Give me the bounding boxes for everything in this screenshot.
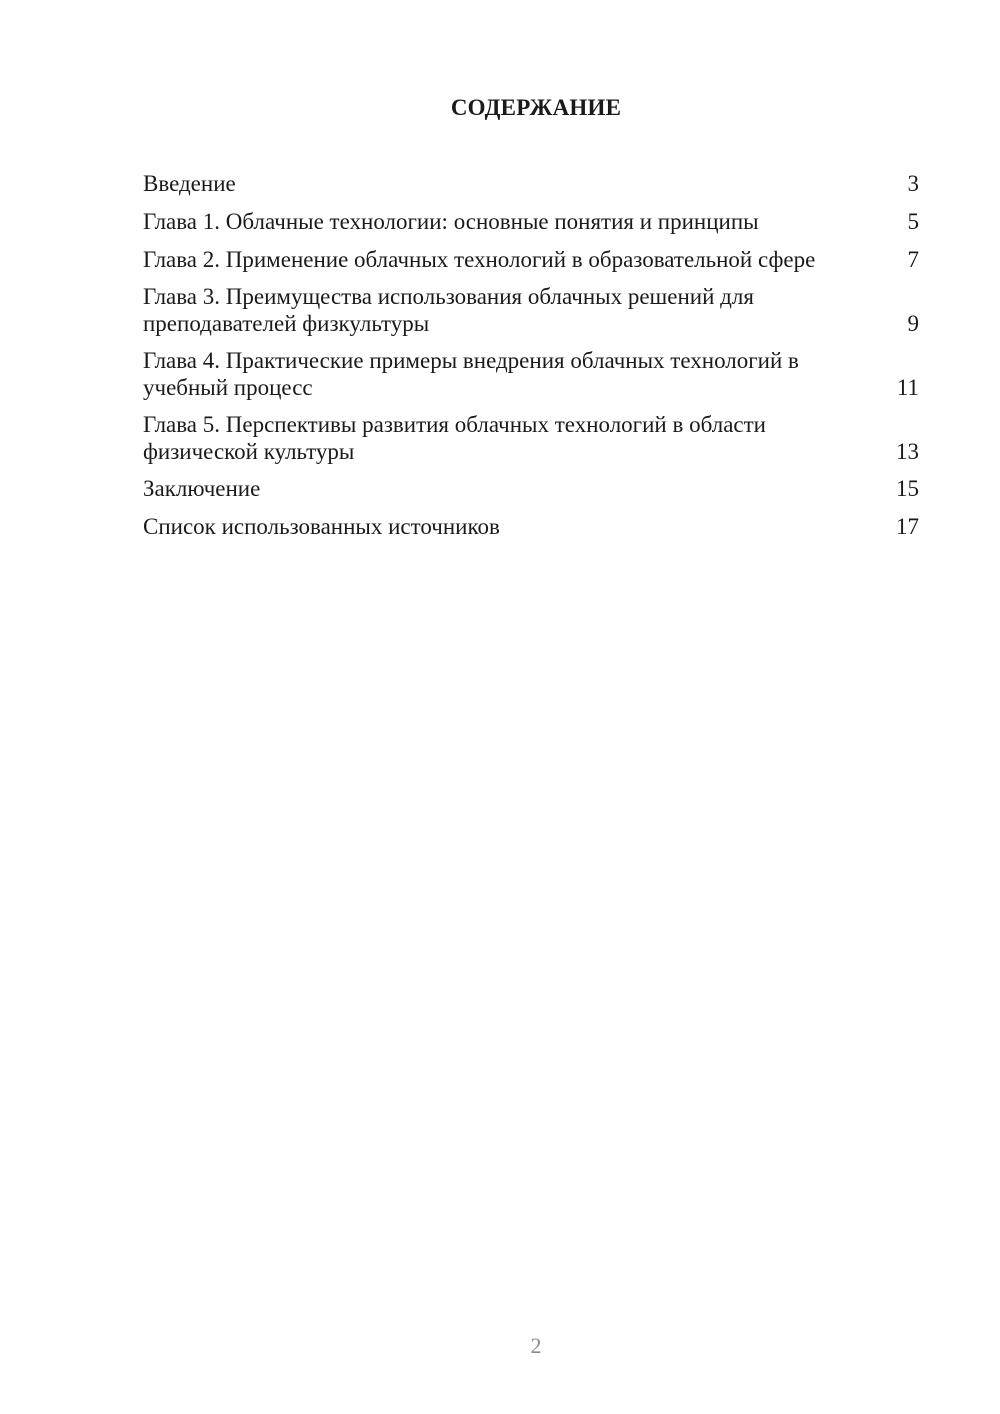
toc-entry-introduction[interactable]: [143, 170, 919, 198]
toc-entry-chapter-2[interactable]: [143, 246, 919, 273]
toc-entry-chapter-1[interactable]: [143, 208, 919, 236]
toc-entry-page: 7: [907, 247, 919, 272]
page-number: 2: [530, 1333, 542, 1358]
toc-entry-page: 17: [896, 514, 919, 539]
toc-entry-title: Глава 1. Облачные технологии: основные понятия и принципы: [143, 209, 759, 234]
table-of-contents: [143, 170, 919, 551]
toc-entry-references[interactable]: [143, 513, 919, 541]
toc-entry-page: 5: [907, 209, 919, 234]
toc-entry-page: 3: [907, 171, 919, 196]
toc-entry-page: 15: [896, 476, 919, 501]
toc-entry-title: Список использованных источников: [143, 514, 500, 539]
toc-entry-title: Глава 3. Преимущества использования облачных решений для преподавателей физкультуры: [143, 284, 754, 336]
toc-entry-chapter-5[interactable]: [143, 411, 919, 465]
page-title: СОДЕРЖАНИЕ: [450, 95, 622, 120]
toc-entry-title: Глава 2. Применение облачных технологий в образовательной сфере: [143, 247, 816, 272]
toc-entry-page: 9: [907, 311, 919, 336]
toc-entry-chapter-4[interactable]: [143, 347, 919, 401]
toc-entry-title: Заключение: [143, 476, 261, 501]
toc-entry-title: Глава 4. Практические примеры внедрения облачных технологий в учебный процесс: [143, 348, 799, 400]
toc-entry-page: 11: [896, 375, 919, 400]
toc-entry-page: 13: [896, 439, 919, 464]
toc-entry-title: Введение: [143, 171, 236, 196]
toc-entry-conclusion[interactable]: [143, 475, 919, 503]
toc-entry-title: Глава 5. Перспективы развития облачных технологий в области физической культуры: [143, 412, 766, 464]
toc-entry-chapter-3[interactable]: [143, 283, 919, 337]
